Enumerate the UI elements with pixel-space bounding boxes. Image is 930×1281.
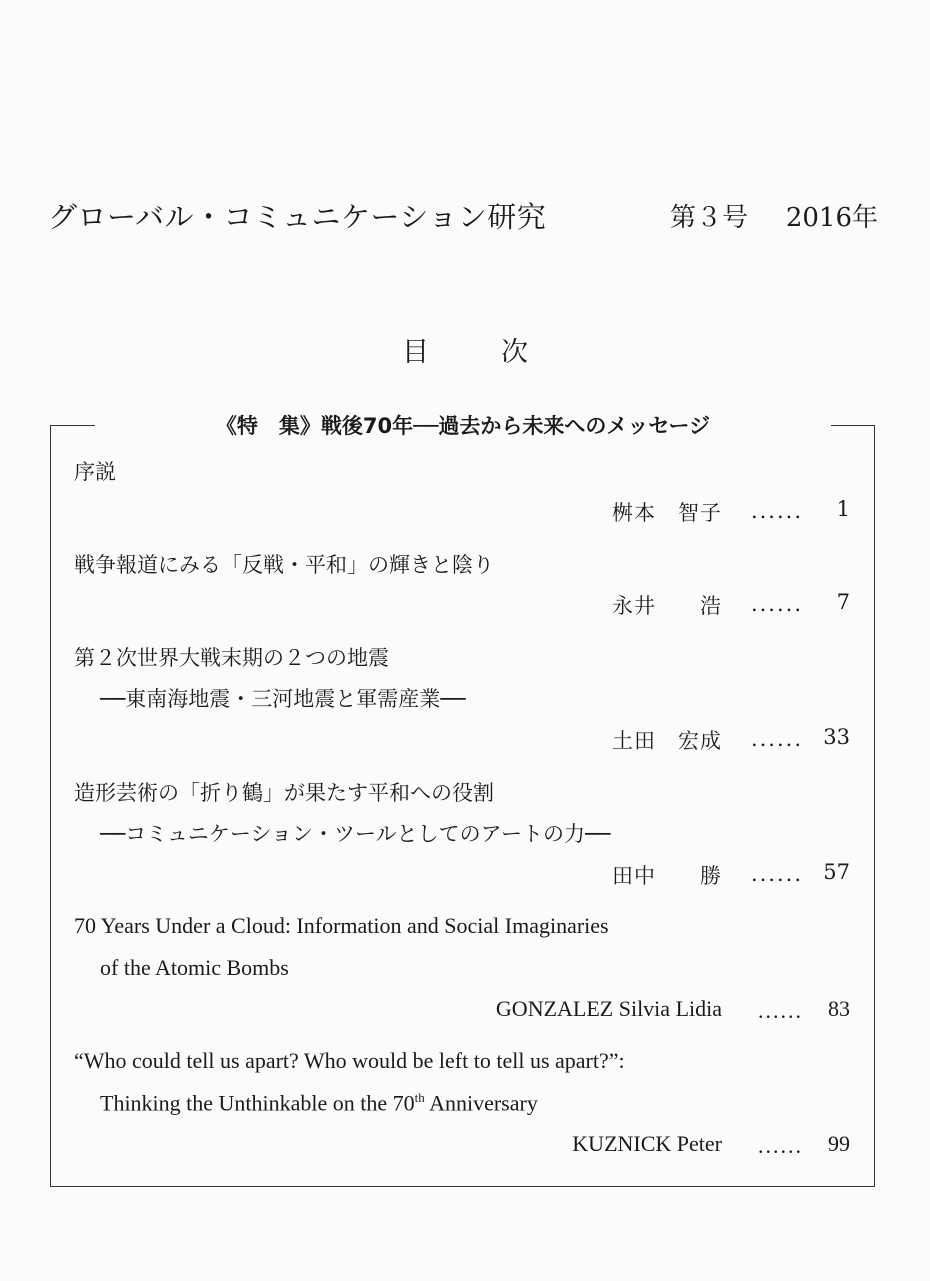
entry-author: 土田 宏成 (612, 729, 722, 753)
page-number: 99 (828, 1131, 850, 1156)
journal-header (48, 195, 878, 239)
entry-author-line (440, 590, 850, 620)
leader-dots: ...... (758, 998, 803, 1023)
entry-author: 桝本 智子 (612, 501, 722, 525)
publication-year: 2016年 (785, 203, 878, 233)
toc-heading: 目次 (402, 337, 600, 368)
leader-dots: ...... (750, 592, 803, 616)
entry-author-line (440, 996, 850, 1026)
page-number: 1 (836, 497, 850, 521)
issue-number: 第３号 (670, 203, 749, 233)
entry-subtitle: ──コミュニケーション・ツールとしてのアートの力── (100, 822, 611, 846)
leader-dots: ...... (750, 862, 803, 886)
entry-title: 第２次世界大戦末期の２つの地震 (74, 646, 389, 670)
entry-title: 造形芸術の「折り鶴」が果たす平和への役割 (74, 781, 494, 805)
special-feature-label: 《特 集》戦後70年──過去から未来へのメッセージ (95, 408, 831, 442)
entry-title: 序説 (74, 460, 116, 484)
entry-author-line (440, 497, 850, 527)
entry-subtitle: ──東南海地震・三河地震と軍需産業── (100, 687, 466, 711)
entry-subtitle (100, 1090, 538, 1116)
page-number: 57 (823, 860, 850, 884)
journal-title: グローバル・コミュニケーション研究 (48, 200, 547, 234)
leader-dots: ...... (750, 499, 803, 523)
entry-title: “Who could tell us apart? Who would be left to tell us apart?”: (74, 1048, 625, 1073)
entry-title: 70 Years Under a Cloud: Information and Social Imaginaries (74, 913, 609, 938)
entry-author: 永井 浩 (612, 594, 722, 618)
page-number: 7 (836, 590, 850, 614)
entry-author-line (440, 1131, 850, 1161)
entry-author-line (440, 725, 850, 755)
page-number: 33 (823, 725, 850, 749)
entry-subtitle-text: Anniversary (424, 1090, 538, 1116)
entry-author: 田中 勝 (612, 864, 722, 888)
ordinal-suffix: th (414, 1090, 425, 1105)
entry-author: KUZNICK Peter (572, 1131, 722, 1156)
entry-subtitle-text: Thinking the Unthinkable on the 70 (100, 1090, 415, 1116)
leader-dots: ...... (758, 1133, 803, 1158)
entry-subtitle: of the Atomic Bombs (100, 955, 289, 980)
entry-title: 戦争報道にみる「反戦・平和」の輝きと陰り (74, 553, 494, 577)
entry-author: GONZALEZ Silvia Lidia (495, 996, 722, 1021)
entry-author-line (440, 860, 850, 890)
page-number: 83 (828, 996, 850, 1021)
leader-dots: ...... (750, 727, 803, 751)
